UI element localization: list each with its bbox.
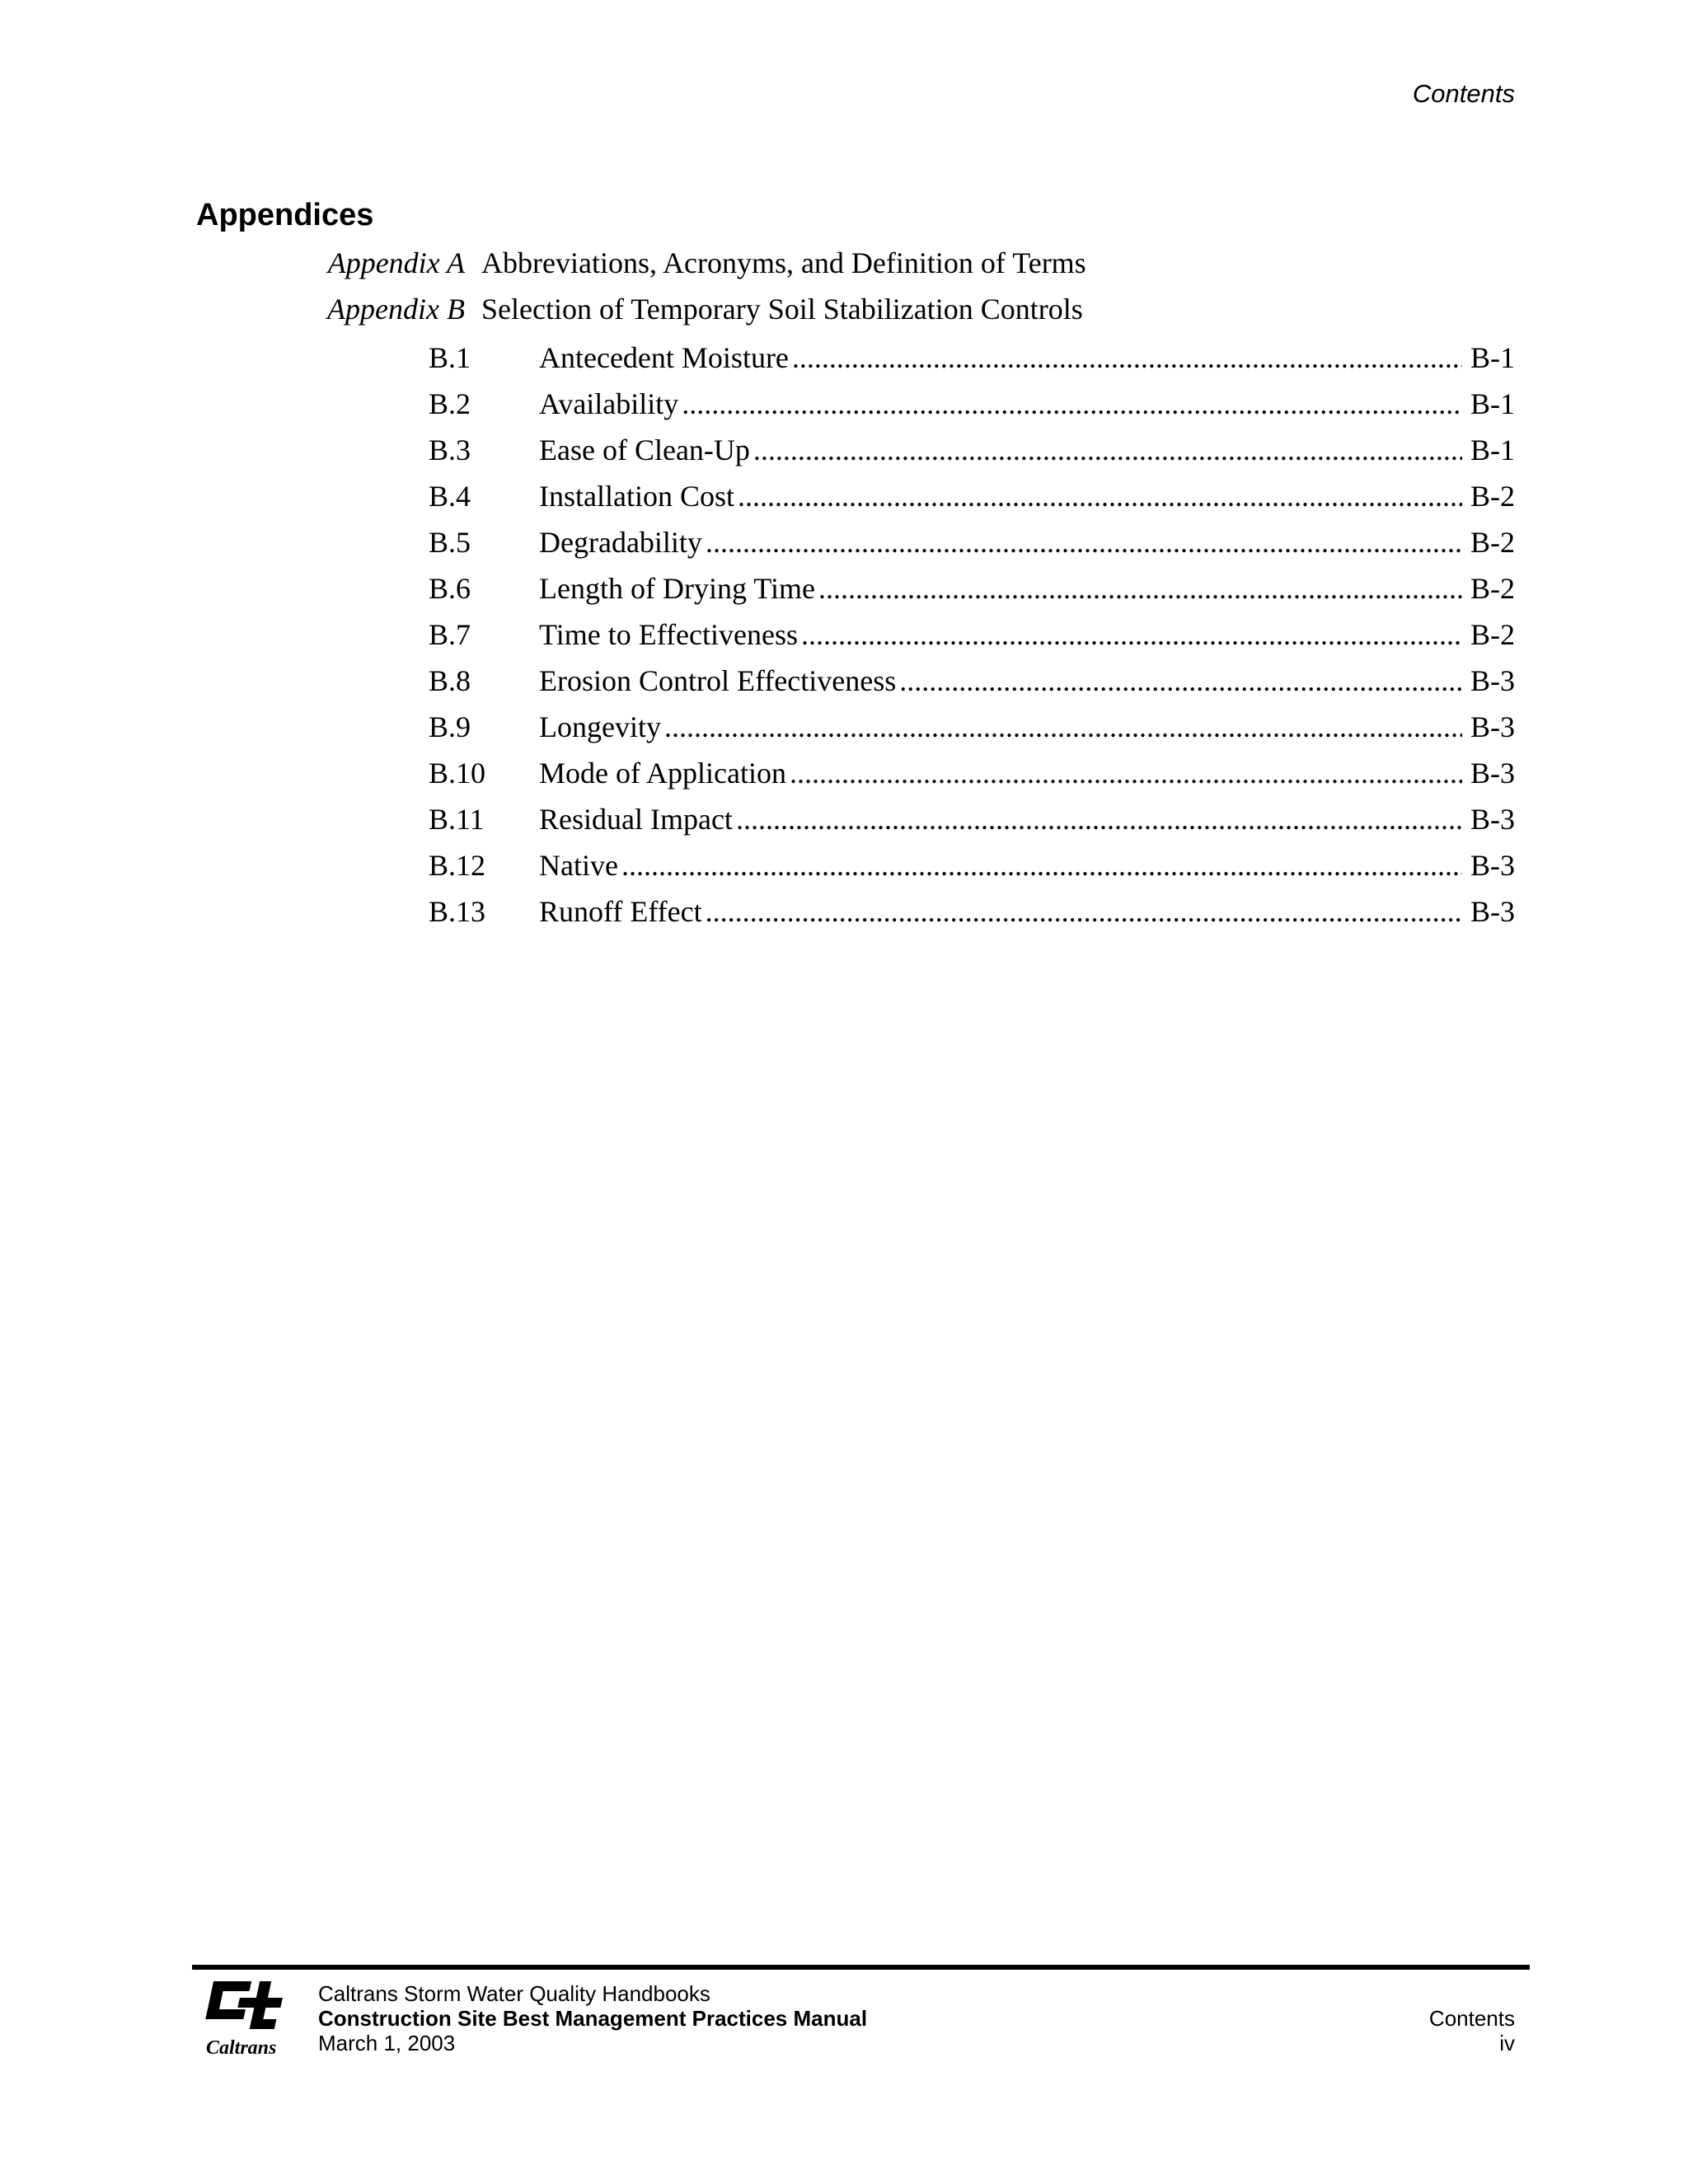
toc-entry-title: Degradability xyxy=(539,526,702,559)
footer-manual-title: Construction Site Best Management Practices Manual xyxy=(318,2006,868,2031)
toc-entry-leader xyxy=(539,750,1515,796)
toc-entry-leader xyxy=(539,888,1515,935)
toc-entry-page: B-1 xyxy=(1470,434,1515,466)
toc-entry-leader xyxy=(539,381,1515,427)
toc-entry[interactable] xyxy=(429,519,1515,565)
toc-entry[interactable] xyxy=(429,381,1515,427)
toc-dot-leader xyxy=(818,565,1462,612)
toc-entry-title: Installation Cost xyxy=(539,480,734,513)
toc-entry[interactable] xyxy=(429,612,1515,658)
toc-entry-page: B-2 xyxy=(1470,526,1515,559)
toc-entry-page: B-1 xyxy=(1470,387,1515,420)
toc-dot-leader xyxy=(706,888,1462,935)
toc-entry-page: B-2 xyxy=(1470,618,1515,651)
toc-entry-title: Ease of Clean-Up xyxy=(539,434,750,466)
footer-page-number: iv xyxy=(1499,2031,1515,2055)
toc-entry[interactable] xyxy=(429,750,1515,796)
toc-entry-title: Residual Impact xyxy=(539,803,733,836)
toc-entry-number: B.9 xyxy=(429,710,471,743)
caltrans-logo-icon xyxy=(196,1978,302,2060)
toc-entry-title: Availability xyxy=(539,387,679,420)
toc-dot-leader xyxy=(621,842,1462,888)
toc-entry-page: B-2 xyxy=(1470,572,1515,605)
toc-entry[interactable] xyxy=(429,888,1515,935)
toc-entry-page: B-3 xyxy=(1470,849,1515,882)
toc-entry-number: B.5 xyxy=(429,526,471,559)
toc-entry-page: B-3 xyxy=(1470,895,1515,928)
toc-entry-title: Erosion Control Effectiveness xyxy=(539,664,897,697)
toc-dot-leader xyxy=(790,750,1462,796)
toc-entry-title: Length of Drying Time xyxy=(539,572,816,605)
toc-entry[interactable] xyxy=(429,335,1515,381)
toc-entry-number: B.6 xyxy=(429,572,471,605)
toc-entry-title: Runoff Effect xyxy=(539,895,702,928)
appendix-title: Abbreviations, Acronyms, and Definition of Terms xyxy=(481,246,1086,279)
toc-entry-number: B.7 xyxy=(429,618,471,651)
toc-entry[interactable] xyxy=(429,658,1515,704)
toc-dot-leader xyxy=(682,381,1462,427)
footer-date: March 1, 2003 xyxy=(318,2031,456,2055)
toc-entry-number: B.8 xyxy=(429,664,471,697)
toc-dot-leader xyxy=(736,796,1462,842)
toc-entry-title: Native xyxy=(539,849,618,882)
toc-dot-leader xyxy=(706,519,1462,565)
footer-rule xyxy=(192,1965,1530,1970)
toc-list xyxy=(429,335,1515,935)
toc-entry-page: B-3 xyxy=(1470,757,1515,790)
toc-entry-number: B.10 xyxy=(429,757,486,790)
toc-entry-title: Time to Effectiveness xyxy=(539,618,798,651)
toc-entry-leader xyxy=(539,612,1515,658)
toc-entry-leader xyxy=(539,796,1515,842)
toc-entry[interactable] xyxy=(429,565,1515,612)
toc-dot-leader xyxy=(792,335,1462,381)
toc-entry-number: B.11 xyxy=(429,803,485,836)
footer-publication-info xyxy=(318,1981,867,2055)
toc-entry-page: B-3 xyxy=(1470,803,1515,836)
toc-entry-leader xyxy=(539,842,1515,888)
toc-entry-number: B.3 xyxy=(429,434,471,466)
toc-entry[interactable] xyxy=(429,842,1515,888)
toc-entry-number: B.13 xyxy=(429,895,486,928)
footer-section: Contents xyxy=(1428,2006,1515,2031)
toc-entry[interactable] xyxy=(429,427,1515,473)
appendices-heading: Appendices xyxy=(196,198,374,232)
running-header: Contents xyxy=(1412,79,1515,108)
toc-entry-number: B.2 xyxy=(429,387,471,420)
toc-entry[interactable] xyxy=(429,704,1515,750)
toc-entry-leader xyxy=(539,704,1515,750)
toc-entry[interactable] xyxy=(429,473,1515,519)
toc-dot-leader xyxy=(664,704,1462,750)
toc-entry-leader xyxy=(539,335,1515,381)
toc-entry-page: B-1 xyxy=(1470,341,1515,374)
appendix-entry-a xyxy=(0,242,1688,284)
toc-entry-page: B-3 xyxy=(1470,664,1515,697)
toc-entry-title: Mode of Application xyxy=(539,757,786,790)
toc-entry-number: B.4 xyxy=(429,480,471,513)
toc-entry-leader xyxy=(539,658,1515,704)
appendix-title: Selection of Temporary Soil Stabilization Controls xyxy=(481,293,1083,326)
toc-entry-page: B-2 xyxy=(1470,480,1515,513)
footer-handbook-title: Caltrans Storm Water Quality Handbooks xyxy=(318,1981,710,2006)
toc-dot-leader xyxy=(753,427,1462,473)
toc-entry-leader xyxy=(539,565,1515,612)
toc-dot-leader xyxy=(801,612,1462,658)
appendix-entry-b xyxy=(0,288,1688,330)
toc-dot-leader xyxy=(899,658,1462,704)
toc-entry-title: Antecedent Moisture xyxy=(539,341,789,374)
footer-page-info xyxy=(1429,2006,1515,2055)
toc-entry-number: B.12 xyxy=(429,849,486,882)
toc-entry-number: B.1 xyxy=(429,341,471,374)
appendix-label: Appendix A xyxy=(327,246,465,279)
toc-dot-leader xyxy=(738,473,1462,519)
toc-entry-title: Longevity xyxy=(539,710,661,743)
toc-entry-leader xyxy=(539,427,1515,473)
toc-entry-page: B-3 xyxy=(1470,710,1515,743)
toc-entry-leader xyxy=(539,473,1515,519)
toc-entry-leader xyxy=(539,519,1515,565)
toc-entry[interactable] xyxy=(429,796,1515,842)
logo-wordmark: Caltrans xyxy=(206,2037,277,2059)
appendix-label: Appendix B xyxy=(327,293,465,326)
